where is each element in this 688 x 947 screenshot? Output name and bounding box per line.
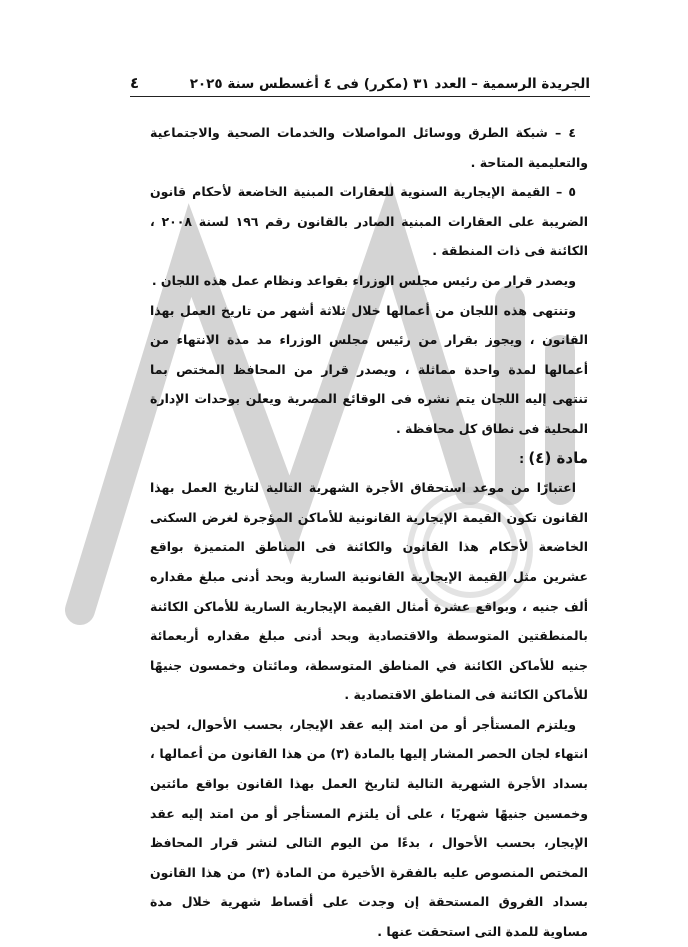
article-heading (150, 444, 588, 474)
article-colon: : (519, 450, 529, 466)
article-paragraph-2: ويلتزم المستأجر أو من امتد إليه عقد الإيجار، بحسب الأحوال، لحين انتهاء لجان الحصر المشار إليها بالمادة (٣) من هذا القانون من أعمالها ، بسداد الأجرة الشهرية التالية لتاريخ العمل بهذا القانون بواقع مائتين وخمسين جنيهًا شهريًا ، على أن يلتزم المستأجر أو من امتد إليه عقد الإيجار، بحسب الأحوال ، بدءًا من اليوم التالى لنشر قرار المحافظ المختص المنصوص عليه بالفقرة الأخيرة من المادة (٣) من هذا القانون بسداد الفروق المستحقة إن وجدت على أقساط شهرية خلال مدة مساوية للمدة التى استحقت عنها . (150, 716, 589, 940)
page-header (130, 70, 590, 97)
document-body (150, 118, 588, 947)
gazette-title: الجريدة الرسمية – العدد ٣١ (مكرر) فى ٤ أغسطس سنة ٢٠٢٥ (189, 76, 590, 92)
article-title: مادة (٤) (528, 448, 588, 467)
item-5-paragraph: ٥ – القيمة الإيجارية السنوية للعقارات المبنية الخاضعة لأحكام قانون الضريبة على العقارات المبنية الصادر بالقانون رقم ١٩٦ لسنة ٢٠٠٨ ، الكائنة فى ذات المنطقة . (150, 184, 588, 259)
decree-paragraph: ويصدر قرار من رئيس مجلس الوزراء بقواعد ونظام عمل هذه اللجان . (151, 272, 576, 288)
item-4-paragraph: ٤ – شبكة الطرق ووسائل المواصلات والخدمات الصحية والاجتماعية والتعليمية المتاحة . (150, 125, 588, 170)
committees-paragraph: وتنتهى هذه اللجان من أعمالها خلال ثلاثة أشهر من تاريخ العمل بهذا القانون ، ويجوز بقرار من رئيس مجلس الوزراء مد مدة الانتهاء من أعمالها لمدة واحدة مماثلة ، ويصدر قرار من المحافظ المختص بما تنتهى إليه اللجان يتم نشره فى الوقائع المصرية ويعلن بوحدات الإدارة المحلية فى نطاق كل محافظة . (150, 302, 588, 436)
article-paragraph-1: اعتبارًا من موعد استحقاق الأجرة الشهرية التالية لتاريخ العمل بهذا القانون تكون القيمة الإيجارية القانونية للأماكن المؤجرة لغرض السكنى الخاضعة لأحكام هذا القانون والكائنة فى المناطق المتميزة بواقع عشرين مثل القيمة الإيجارية القانونية السارية وبحد أدنى مبلغ مقداره ألف جنيه ، وبواقع عشرة أمثال القيمة الإيجارية السارية للأماكن الكائنة بالمنطقتين المتوسطة والاقتصادية وبحد أدنى مبلغ مقداره أربعمائة جنيه للأماكن الكائنة في المناطق المتوسطة، ومائتان وخمسون جنيهًا للأماكن الكائنة فى المناطق الاقتصادية . (150, 480, 588, 703)
page-number: ٤ (130, 74, 140, 92)
